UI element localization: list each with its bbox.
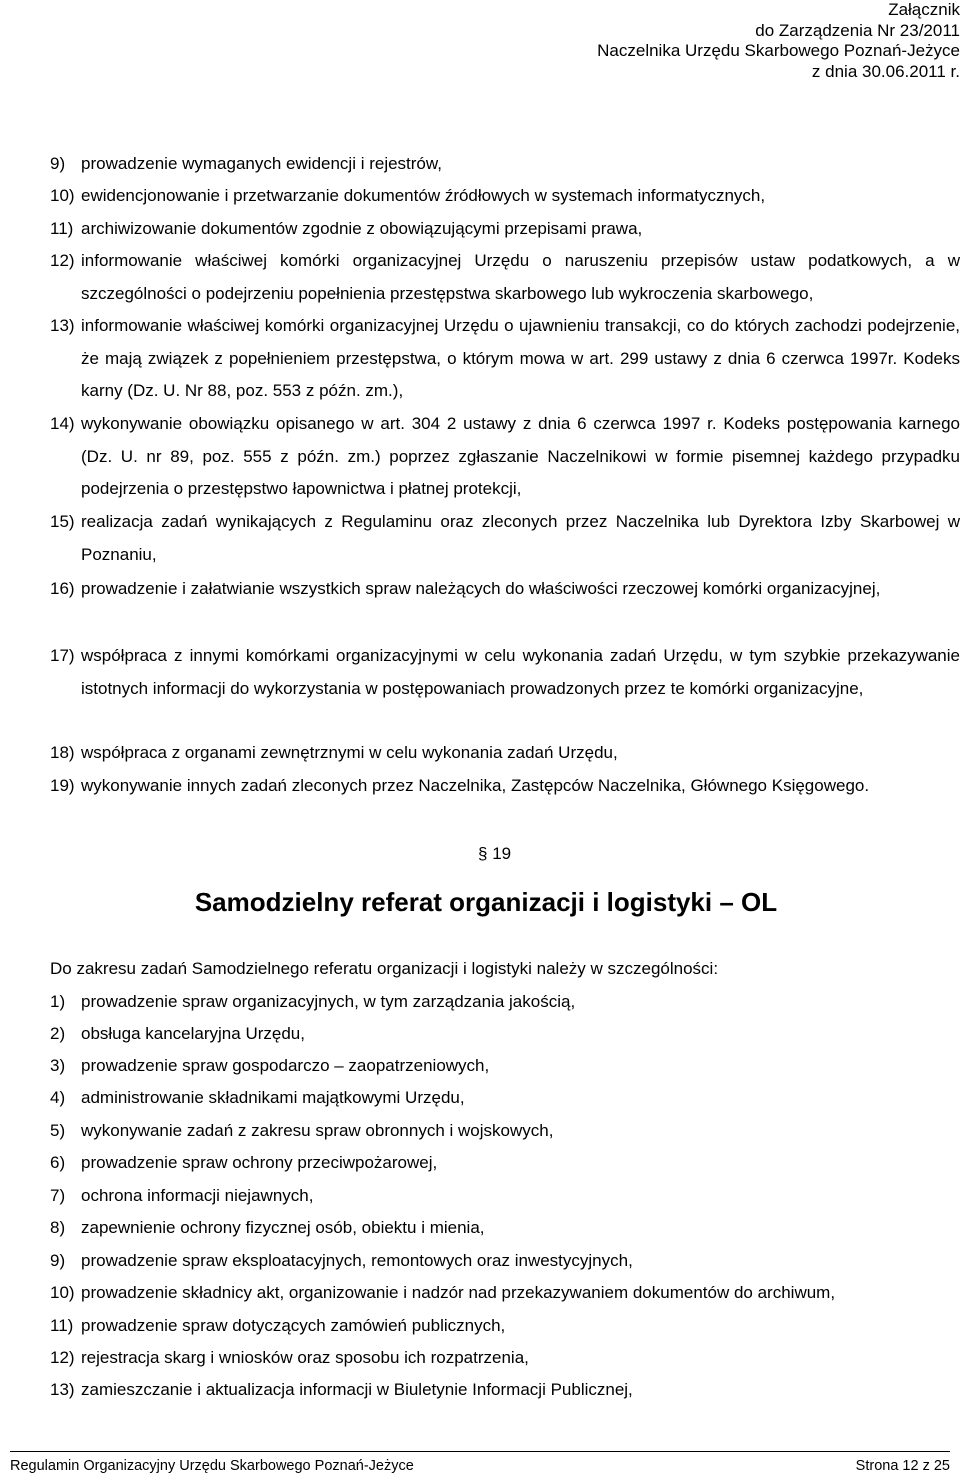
list-item-text: prowadzenie składnicy akt, organizowanie i nadzór nad przekazywaniem dokumentów do archiwum, — [81, 1283, 836, 1302]
list-item — [50, 1212, 960, 1245]
list-item — [50, 1342, 960, 1375]
list-item-text: prowadzenie spraw dotyczących zamówień publicznych, — [81, 1316, 506, 1335]
list-item-number: 7) — [50, 1186, 66, 1205]
list-item-text: zapewnienie ochrony fizycznej osób, obiektu i mienia, — [81, 1218, 485, 1237]
list-item-text: współpraca z innymi komórkami organizacyjnymi w celu wykonania zadań Urzędu, w tym szybkie przekazywanie istotnych informacji do wykorzystania w postępowaniach prowadzonych przez te komórki organizacyjne, — [81, 646, 960, 698]
list-item — [50, 737, 960, 770]
list-item-number: 13) — [50, 1380, 75, 1399]
list-item — [50, 506, 960, 571]
list-item-text: rejestracja skarg i wniosków oraz sposobu ich rozpatrzenia, — [81, 1348, 529, 1367]
list-item-number: 16) — [50, 579, 75, 598]
list-item — [50, 1310, 960, 1343]
list-item-number: 18) — [50, 743, 75, 762]
list-item — [50, 408, 960, 506]
list-item-number: 12) — [50, 251, 75, 270]
list-item — [50, 1018, 960, 1051]
list-item — [50, 1050, 960, 1083]
list-item-text: administrowanie składnikami majątkowymi Urzędu, — [81, 1088, 465, 1107]
list-item — [50, 245, 960, 310]
list-item-text: archiwizowanie dokumentów zgodnie z obowiązującymi przepisami prawa, — [81, 219, 643, 238]
list-item-number: 13) — [50, 316, 75, 335]
list-item-text: prowadzenie spraw ochrony przeciwpożarowej, — [81, 1153, 438, 1172]
list-item-number: 12) — [50, 1348, 75, 1367]
header-line-1: Załącznik — [888, 0, 960, 19]
list-item-number: 10) — [50, 1283, 75, 1302]
list-item-number: 3) — [50, 1056, 66, 1075]
list-item — [50, 1277, 960, 1310]
list-item-number: 8) — [50, 1218, 66, 1237]
list-item-number: 19) — [50, 776, 75, 795]
list-item-number: 17) — [50, 646, 75, 665]
header-line-3: Naczelnika Urzędu Skarbowego Poznań-Jeżyce — [597, 41, 960, 60]
list-item — [50, 640, 960, 705]
list-item-number: 6) — [50, 1153, 66, 1172]
list-item — [50, 1082, 960, 1115]
list-item — [50, 986, 960, 1019]
paragraph-number-value: 19 — [492, 844, 512, 863]
list-item-text: wykonywanie obowiązku opisanego w art. 304 2 ustawy z dnia 6 czerwca 1997 r. Kodeks postępowania karnego (Dz. U. nr 89, poz. 555 z późn. zm.) poprzez zgłaszanie Naczelnikowi w formie pisemnej każdego przypadku podejrzenia o przestępstwo łapownictwa i płatnej protekcji, — [81, 414, 960, 498]
list-item-text: ewidencjonowanie i przetwarzanie dokumentów źródłowych w systemach informatycznych, — [81, 186, 766, 205]
list-item — [50, 1147, 960, 1180]
list-item — [50, 1245, 960, 1278]
list-item-text: realizacja zadań wynikających z Regulaminu oraz zleconych przez Naczelnika lub Dyrektora Izby Skarbowej w Poznaniu, — [81, 512, 960, 564]
footer-divider — [10, 1451, 950, 1452]
list-item — [50, 1180, 960, 1213]
list-item-number: 15) — [50, 512, 75, 531]
list-item-number: 9) — [50, 1251, 66, 1270]
list-item-text: informowanie właściwej komórki organizacyjnej Urzędu o naruszeniu przepisów ustaw podatkowych, a w szczególności o podejrzeniu popełnienia przestępstwa skarbowego lub wykroczenia skarbowego, — [81, 251, 960, 303]
footer-page-number: Strona 12 z 25 — [855, 1458, 950, 1474]
list-item-number: 4) — [50, 1088, 66, 1107]
list-item — [50, 180, 960, 213]
list-item-text: prowadzenie i załatwianie wszystkich spraw należących do właściwości rzeczowej komórki organizacyjnej, — [81, 579, 881, 598]
list-item-number: 11) — [50, 1316, 74, 1335]
list-item — [50, 1374, 960, 1407]
section-intro: Do zakresu zadań Samodzielnego referatu organizacji i logistyki należy w szczególności: — [50, 959, 719, 978]
list-item-number: 5) — [50, 1121, 66, 1140]
list-item-text: wykonywanie zadań z zakresu spraw obronnych i wojskowych, — [81, 1121, 554, 1140]
list-item-number: 2) — [50, 1024, 66, 1043]
header-line-4: z dnia 30.06.2011 r. — [811, 61, 960, 81]
paragraph-sign-icon: § — [478, 844, 488, 863]
list-item-text: wykonywanie innych zadań zleconych przez Naczelnika, Zastępców Naczelnika, Głównego Księgowego. — [81, 776, 870, 795]
list-item-text: obsługa kancelaryjna Urzędu, — [81, 1024, 305, 1043]
paragraph-number — [478, 838, 511, 870]
list-item — [50, 573, 960, 606]
footer-document-title: Regulamin Organizacyjny Urzędu Skarbowego Poznań-Jeżyce — [10, 1458, 414, 1474]
list-item-number: 10) — [50, 186, 75, 205]
section-title: Samodzielny referat organizacji i logistyki – OL — [194, 887, 778, 917]
list-item-text: prowadzenie wymaganych ewidencji i rejestrów, — [81, 154, 442, 173]
list-item — [50, 770, 960, 803]
list-item — [50, 310, 960, 408]
list-item-text: ochrona informacji niejawnych, — [81, 1186, 314, 1205]
list-item-text: zamieszczanie i aktualizacja informacji w Biuletynie Informacji Publicznej, — [81, 1380, 633, 1399]
list-item-number: 9) — [50, 154, 66, 173]
list-item-number: 14) — [50, 414, 75, 433]
list-item-text: prowadzenie spraw organizacyjnych, w tym zarządzania jakością, — [81, 992, 576, 1011]
header-line-2: do Zarządzenia Nr 23/2011 — [755, 20, 960, 40]
document-header — [597, 0, 960, 82]
list-item — [50, 213, 960, 246]
list-item-text: prowadzenie spraw gospodarczo – zaopatrzeniowych, — [81, 1056, 490, 1075]
list-item-text: informowanie właściwej komórki organizacyjnej Urzędu o ujawnieniu transakcji, co do których zachodzi podejrzenie, że mają związek z popełnieniem przestępstwa, o którym mowa w art. 299 ustawy z dnia 6 czerwca 1997r. Kodeks karny (Dz. U. Nr 88, poz. 553 z późn. zm.), — [81, 316, 960, 400]
list-item-text: prowadzenie spraw eksploatacyjnych, remontowych oraz inwestycyjnych, — [81, 1251, 633, 1270]
list-item — [50, 148, 960, 181]
list-item-text: współpraca z organami zewnętrznymi w celu wykonania zadań Urzędu, — [81, 743, 618, 762]
list-item — [50, 1115, 960, 1148]
list-item-number: 11) — [50, 219, 74, 238]
list-item-number: 1) — [50, 992, 66, 1011]
